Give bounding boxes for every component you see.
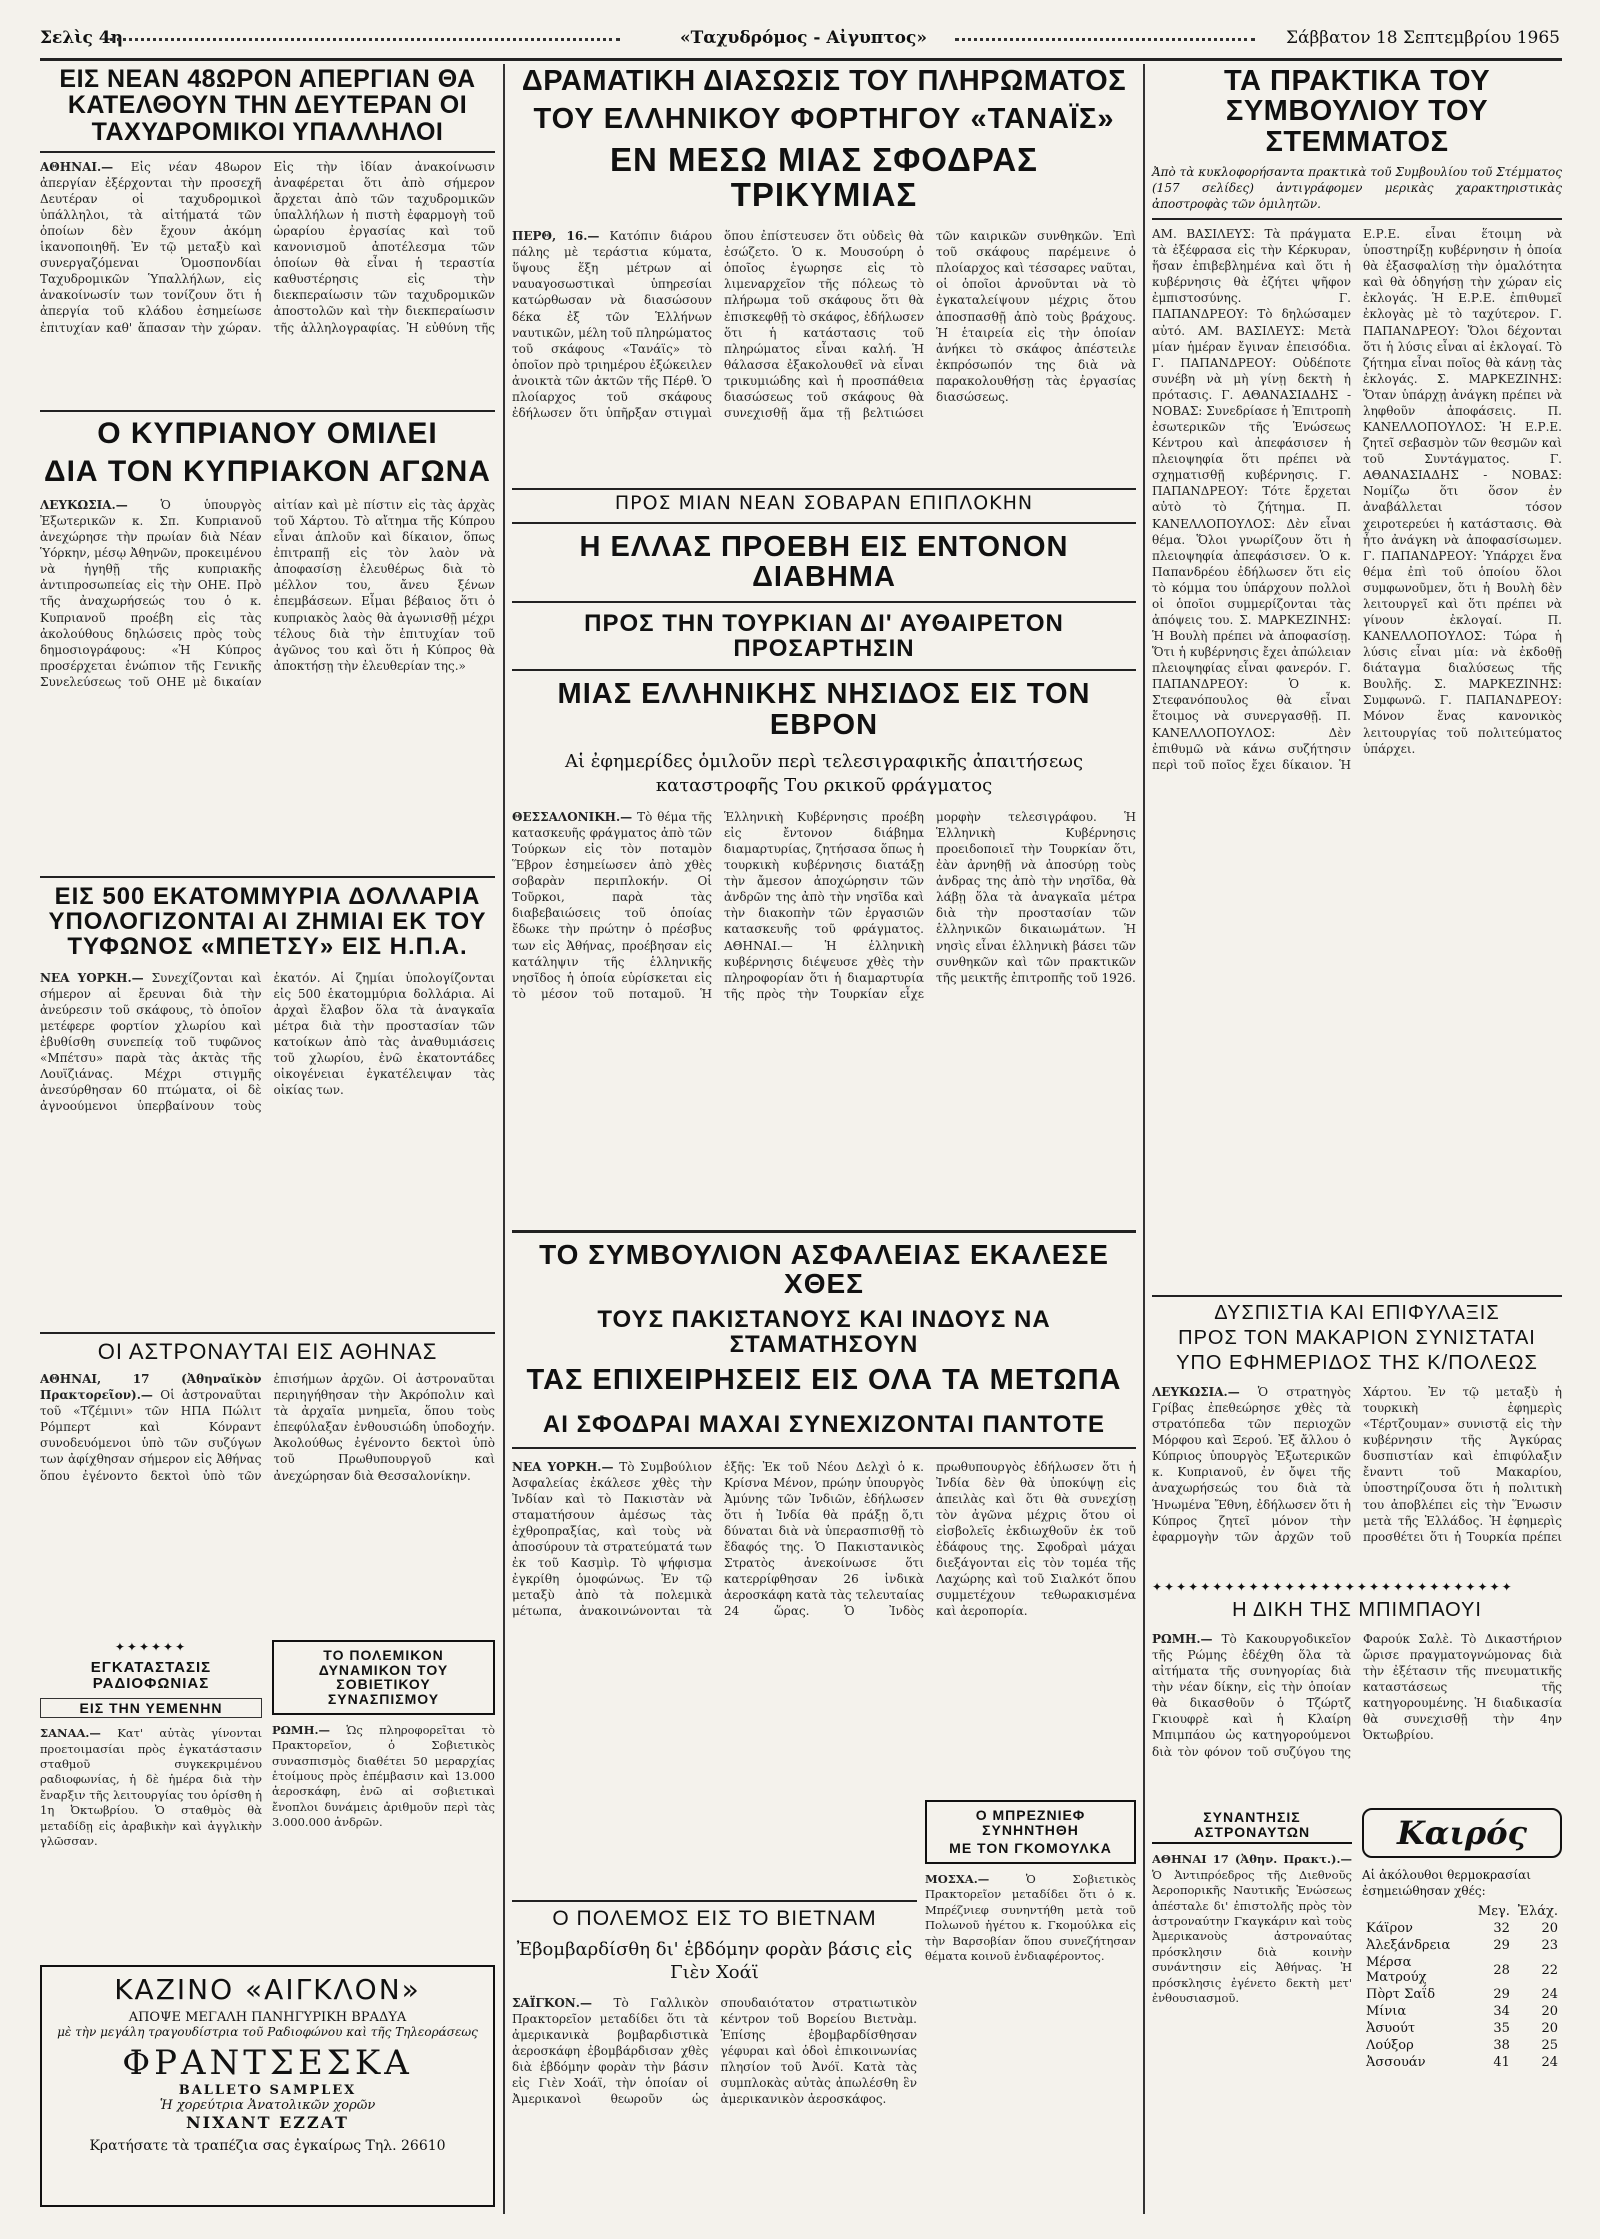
header-max: Μεγ. [1477, 1904, 1510, 1920]
article-text: Οἱ ἀστροναῦται τοῦ «Τζέμινι» τῶν ΗΠΑ Πώλιτ Ρόμπερτ καὶ Κόνραντ συνοδευόμενοι ὑπὸ τῶν συζύγων των ἀφίχθησαν σήμερον εἰς Ἀθήνας ὅπου ἐγένοντο δεκτοὶ ὑπὸ τῶν ἐπισήμων ἀρχῶν. Οἱ ἀστροναῦται περιηγήθησαν τὴν Ἀκρόπολιν καὶ τὰ ἀρχαῖα μνημεῖα, ὅπου τοὺς ἐπεφύλαξαν ἐνθουσιώδη ὑποδοχήν. Ἀκολούθως ἐγένοντο δεκτοὶ ὑπὸ τοῦ Πρωθυπουργοῦ καὶ ἀνεχώρησαν διὰ Θεσσαλονίκην. [40, 1372, 495, 1483]
headline: ΤΑ ΠΡΑΚΤΙΚΑ ΤΟΥ ΣΥΜΒΟΥΛΙΟΥ ΤΟΥ ΣΤΕΜΜΑΤΟΣ [1223, 65, 1491, 158]
dateline: ΑΘΗΝΑΙ 17 (Ἀθην. Πρακτ.).— [1152, 1852, 1352, 1867]
article-body [1152, 1384, 1562, 1559]
table-row [1362, 2003, 1562, 2020]
temp-min: 24 [1541, 1987, 1558, 2003]
city: Μίνια [1366, 2004, 1407, 2020]
article-text: Τὸ θέμα τῆς κατασκευῆς φράγματος ἀπὸ τῶν Τούρκων εἰς τὸν ποταμὸν Ἕβρον ἐσημείωσεν ἀπὸ χθὲς σοβαρὰν περιπλοκήν. Οἱ Τοῦρκοι, παρὰ τὰς διαβεβαιώσεις τοῦ ὁποίας ἔδωκε τὴν πρώτην ὁ πρέσβυς των εἰς Ἀθήνας, προέβησαν εἰς κατάληψιν τῆς ἑλληνικῆς νησῖδος ἡ ὁποία εὑρίσκεται εἰς τὸ μέσον τοῦ ποταμοῦ. Ἡ Ἑλληνικὴ Κυβέρνησις προέβη εἰς ἔντονον διάβημα διαμαρτυρίας, ζητήσασα ὅπως ἡ τουρκικὴ κυβέρνησις διατάξῃ τὴν ἄμεσον ἀποχώρησιν τῶν ἀνδρῶν της ἀπὸ τὴν νησῖδα καὶ τὴν διακοπὴν τῶν ἐργασιῶν κατασκευῆς τοῦ φράγματος. ΑΘΗΝΑΙ.— Ἡ ἑλληνικὴ κυβέρνησις διέψευσε χθὲς τὴν πληροφορίαν ὅτι ἡ διαμαρτυρία τῆς πρὸς τὴν Τουρκίαν εἶχε μορφὴν τελεσιγράφου. Ἡ Ἑλληνικὴ Κυβέρνησις προειδοποιεῖ τὴν Τουρκίαν ὅτι, ἐὰν ἀρνηθῇ νὰ ἀποσύρῃ τοὺς ἀνδρας της ἀπὸ τὴν νησῖδα, θὰ λάβῃ ὅλα τὰ ἀναγκαῖα μέτρα διὰ τὴν προστασίαν τῶν ἑλληνικῶν δικαιωμάτων. Ἡ νησὶς εἶναι ἑλληνικὴ βάσει τῶν συνθηκῶν καὶ τῶν πρακτικῶν τῆς μεικτῆς ἐπιτροπῆς τοῦ 1926. [512, 809, 1136, 1001]
casino-advertisement [40, 1965, 495, 2207]
weather-logo-text: Καιρός [1396, 1814, 1528, 1852]
article-body [512, 1995, 917, 2205]
header-city [1362, 1903, 1466, 1920]
headline-box [272, 1640, 495, 1715]
headline: ΟΙ ΑΣΤΡΟΝΑΥΤΑΙ ΕΙΣ ΑΘΗΝΑΣ [97, 1339, 438, 1364]
article-soviet-nuclear [272, 1640, 495, 1933]
weather-logo [1362, 1808, 1562, 1858]
headline: ΤΟ ΠΟΛΕΜΙΚΟΝ ΔΥΝΑΜΙΚΟΝ ΤΟΥ ΣΟΒΙΕΤΙΚΟΥ ΣΥΝΑΣΠΙΣΜΟΥ [318, 1647, 449, 1708]
article-text: Ὁ Σοβιετικὸς Πρακτορεῖον μεταδίδει ὅτι ὁ κ. Μπρέζνιεφ συνηντήθη μετὰ τοῦ Πολωνοῦ ἡγέτου κ. Γκομούλκα εἰς τὴν Βαρσοβίαν ὅπου συνεζήτησαν θέματα κοινοῦ ἐνδιαφέροντος. [925, 1872, 1136, 1964]
headline: Η ΕΛΛΑΣ ΠΡΟΕΒΗ ΕΙΣ ΕΝΤΟΝΟΝ ΔΙΑΒΗΜΑ [579, 531, 1069, 594]
headline: ΕΓΚΑΤΑΣΤΑΣΙΣ ΡΑΔΙΟΦΩΝΙΑΣ [90, 1659, 212, 1692]
dateline: ΡΩΜΗ.— [272, 1722, 330, 1737]
masthead-dots [110, 38, 620, 41]
headline: Ο ΜΠΡΕΖΝΙΕΦ ΣΥΝΗΝΤΗΘΗ [975, 1807, 1086, 1838]
ad-star: ΦΡΑΝΤΣΕΣΚΑ [122, 2043, 413, 2083]
headline: ΣΥΝΑΝΤΗΣΙΣ ΑΣΤΡΟΝΑΥΤΩΝ [1152, 1810, 1352, 1844]
headline: ΥΠΟ ΕΦΗΜΕΡΙΔΟΣ ΤΗΣ Κ/ΠΟΛΕΩΣ [1176, 1352, 1538, 1374]
headline: ΔΡΑΜΑΤΙΚΗ ΔΙΑΣΩΣΙΣ ΤΟΥ ΠΛΗΡΩΜΑΤΟΣ [521, 65, 1127, 97]
dateline: ΑΘΗΝΑΙ, 17 (Ἀθηναϊκὸν Πρακτορεῖον).— [40, 1372, 262, 1403]
article-yemen-radio [40, 1640, 262, 1901]
article-text: Τὸ Γαλλικὸν Πρακτορεῖον μεταδίδει ὅτι τὰ ἀμερικανικὰ βομβαρδιστικὰ ἀεροσκάφη ἐβομβάρδισαν χθὲς διὰ ἑβδόμην φορὰν τὴν βάσιν εἰς Γιὲν Χοάϊ, τὴν ὁποίαν οἱ Ἀμερικανοὶ θεωροῦν ὡς σπουδαιότατον στρατιωτικὸν κέντρον τοῦ Βορείου Βιετνὰμ. Ἐπίσης ἐβομβαρδίσθησαν γέφυραι καὶ ὁδοὶ ἐπικοινωνίας πλησίον τοῦ Ἀνόϊ. Κατὰ τὰς συμπλοκὰς αὐτὰς ἀπωλέσθη ἓν ἀμερικανικὸν ἀεροσκάφος. [512, 1995, 917, 2107]
page-number: Σελὶς 4η [40, 28, 123, 48]
temp-min: 20 [1541, 2004, 1558, 2020]
article-text: Τὸ Συμβούλιον Ἀσφαλείας ἐκάλεσε χθὲς τὴν Ἰνδίαν καὶ τὸ Πακιστὰν νὰ σταματήσουν ἀμέσως τὰς ἐχθροπραξίας, καὶ τοὺς νὰ ἀποσύρουν τὰ στρατεύματά των ἐκ τοῦ Κασμὶρ. Τὸ ψήφισμα ἐγκρίθη ὁμοφώνως. Ἐν τῷ μεταξὺ ἀπὸ τὰ πολεμικὰ μέτωπα, ἀνακοινώνονται τὰ ἑξῆς: Ἐκ τοῦ Νέου Δελχὶ ὁ κ. Κρίσνα Μένον, πρώην ὑπουργὸς Ἀμύνης τῶν Ἰνδιῶν, ἐδήλωσεν ὅτι ἡ Ἰνδία θὰ πράξῃ ὅ,τι δύναται διὰ νὰ ὑπερασπισθῇ τὸ ἔδαφός της. Ὁ Πακιστανικὸς Στρατὸς ἀνεκοίνωσε ὅτι κατερρίφθησαν 26 ἰνδικὰ ἀεροσκάφη κατὰ τὰς τελευταίας 24 ὥρας. Ὁ Ἰνδὸς πρωθυπουργὸς ἐδήλωσεν ὅτι ἡ Ἰνδία δὲν θὰ ὑποκύψῃ εἰς ἀπειλὰς καὶ ὅτι θὰ συνεχίσῃ τὸν ἀγῶνα μέχρις ὅτου οἱ εἰσβολεῖς ἐκδιωχθοῦν ἐκ τοῦ ἐδάφους της. Σφοδραὶ μάχαι διεξάγονται εἰς τὸν τομέα τῆς Λαχώρης καὶ τοῦ Σιαλκότ ὅπου συμμετέχουν τεθωρακισμένα καὶ ἀεροπορία. [512, 1459, 1136, 1619]
divider [1152, 218, 1562, 220]
subheadline: ΜΕ ΤΟΝ ΓΚΟΜΟΥΛΚΑ [949, 1840, 1112, 1857]
article-body [40, 970, 495, 1360]
temp-max: 32 [1493, 1921, 1510, 1937]
ad-line: ΑΠΟΨΕ ΜΕΓΑΛΗ ΠΑΝΗΓΥΡΙΚΗ ΒΡΑΔΥΑ [128, 2010, 407, 2025]
divider [1152, 1295, 1562, 1297]
masthead-dots [955, 38, 1255, 41]
temp-max: 41 [1493, 2055, 1510, 2071]
article-makarios-mistrust [1152, 1303, 1562, 1559]
dateline: ΝΕΑ ΥΟΡΚΗ.— [512, 1459, 614, 1474]
header-min: Ἐλάχ. [1517, 1904, 1558, 1920]
temp-max: 29 [1493, 1987, 1510, 2003]
table-row [1362, 2037, 1562, 2054]
temp-min: 24 [1541, 2055, 1558, 2071]
headline: ΤΟ ΣΥΜΒΟΥΛΙΟΝ ΑΣΦΑΛΕΙΑΣ ΕΚΑΛΕΣΕ ΧΘΕΣ [539, 1239, 1109, 1300]
city: Κάϊρον [1366, 1921, 1413, 1937]
article-crown-council [1152, 66, 1562, 1256]
headline: ΕΝ ΜΕΣΩ ΜΙΑΣ ΣΦΟΔΡΑΣ ΤΡΙΚΥΜΙΑΣ [610, 140, 1038, 213]
article-text: Ὁ Ἀντιπρόεδρος τῆς Διεθνοῦς Ἀεροπορικῆς Ναυτικῆς Ἑνώσεως ἀπέσταλε δι' ἐπιστολῆς πρὸς τὸν ἀστροναύτην Γκαγκάριν καὶ τοὺς Ἀμερικανοὺς ἀστροναύτας πρόσκλησιν διὰ κοινὴν συνάντησιν εἰς Ἀθήνας. Ἡ πρόσκλησις ἐγένετο δεκτὴ μετ' ἐνθουσιασμοῦ. [1152, 1867, 1352, 2006]
divider [40, 1332, 495, 1334]
divider [512, 488, 1136, 490]
article-body [40, 1726, 262, 1901]
article-body [1152, 1631, 1562, 1801]
temp-max: 28 [1493, 1962, 1510, 1978]
temp-max: 34 [1493, 2004, 1510, 2020]
table-row [1362, 1954, 1562, 1986]
dateline: ΝΕΑ ΥΟΡΚΗ.— [40, 970, 144, 985]
temp-max: 29 [1493, 1938, 1510, 1954]
article-astronauts-athens [40, 1340, 495, 1626]
ad-dancer-name: ΝΙΧΑΝΤ ΕΖΖΑΤ [186, 2113, 349, 2132]
divider [512, 1447, 1136, 1449]
table-row [1362, 1920, 1562, 1937]
ornament: ✦✦✦✦✦✦✦✦✦✦✦✦✦✦✦✦✦✦✦✦✦✦✦✦✦✦✦✦✦✦ [1152, 1580, 1514, 1594]
city: Μέρσα Ματρούχ [1366, 1955, 1427, 1986]
article-kyprianou [40, 418, 495, 852]
table-row [1362, 1986, 1562, 2003]
headline: Ο ΠΟΛΕΜΟΣ ΕΙΣ ΤΟ ΒΙΕΤΝΑΜ [552, 1907, 877, 1930]
temp-min: 20 [1541, 2021, 1558, 2037]
dateline: ΛΕΥΚΩΣΙΑ.— [1152, 1385, 1240, 1399]
table-header-row [1362, 1903, 1562, 1920]
divider [512, 669, 1136, 671]
column-divider [503, 64, 505, 2214]
ad-line: μὲ τὴν μεγάλη τραγουδίστρια τοῦ Ραδιοφώνου καὶ τῆς Τηλεοράσεως [57, 2025, 478, 2039]
article-text: Κατ' αὐτὰς γίνονται προετοιμασίαι πρὸς ἐγκατάστασιν σταθμοῦ συγκεκριμένου ραδιοφωνίας, ἡ δὲ ἡμέρα διὰ τὴν ἔναρξιν τῆς λειτουργίας του ὁρίσθη ἡ 1η Ὀκτωβρίου. Ὁ σταθμὸς θὰ μεταδίδῃ εἰς ἀραβικὴν καὶ ἀγγλικὴν γλῶσσαν. [40, 1726, 262, 1849]
city: Ἀσσουάν [1366, 2055, 1426, 2071]
weather-intro: Αἱ ἀκόλουθοι θερμοκρασίαι ἐσημειώθησαν χθές: [1362, 1868, 1531, 1898]
article-text: Ὁ ὑπουργὸς Ἐξωτερικῶν κ. Σπ. Κυπριανοῦ ἀνεχώρησε τὴν πρωίαν διὰ Νέαν Ὑόρκην, μέσῳ Ἀθηνῶν, προκειμένου νὰ ἡγηθῇ τῆς κυπριακῆς ἀντιπροσωπείας εἰς τὴν ΟΗΕ. Πρὸ τῆς ἀναχωρήσεώς του ὁ κ. Κυπριανοῦ προέβη εἰς τὰς ἀκολούθους δηλώσεις πρὸς τοὺς δημοσιογράφους: «Ἡ Κύπρος προσέρχεται ἑνώπιον τῆς Γενικῆς Συνελεύσεως τοῦ ΟΗΕ μὲ δικαίαν αἰτίαν καὶ μὲ πίστιν εἰς τὰς ἀρχὰς τοῦ Χάρτου. Τὸ αἴτημα τῆς Κύπρου εἶναι ἁπλοῦν καὶ δίκαιον, ὅπως ἐπιτραπῇ εἰς τὸν λαὸν νὰ ἀποφασίσῃ ἐλευθέρως διὰ τὸ μέλλον του, ἄνευ ξένων ἐπεμβάσεων. Εἶμαι βέβαιος ὅτι ὁ κυπριακὸς λαὸς θὰ ἀγωνισθῇ μέχρι τέλους διὰ τὴν ἐπιτυχίαν τοῦ ἀγῶνος του καὶ ὅτι ἡ Κύπρος θὰ ἀποκτήσῃ τὴν ἐλευθερίαν της.» [40, 498, 495, 689]
masthead-rule [40, 58, 1562, 61]
divider [40, 410, 495, 412]
article-astronaut-meeting [1152, 1810, 1352, 2192]
headline: ΤΑΣ ΕΠΙΧΕΙΡΗΣΕΙΣ ΕΙΣ ΟΛΑ ΤΑ ΜΕΤΩΠΑ [526, 1364, 1122, 1397]
temp-min: 25 [1541, 2038, 1558, 2054]
article-security-council [512, 1240, 1136, 1849]
city: Ἀσυούτ [1366, 2021, 1416, 2037]
article-text: Εἰς νέαν 48ωρον ἀπεργίαν ἐξέρχονται τὴν προσεχῆ Δευτέραν οἱ ταχυδρομικοὶ ὑπάλληλοι, τὰ αἰτήματά τῶν ὁποίων δὲν ἔχουν ἀκόμη ἱκανοποιηθῆ. Ἐν τῷ μεταξὺ καὶ συνεργαζόμεναι Ὁμοσπονδίαι Ταχυδρομικῶν Ὑπαλλήλων, εἰς ἀνακοίνωσίν των τονίζουν ὅτι ἡ ἀπεργία τοῦ κλάδου ἐσημείωσε ἐπιτυχίαν καθ' ἅπασαν τὴν χώραν. Εἰς τὴν ἰδίαν ἀνακοίνωσιν ἀναφέρεται ὅτι ἀπὸ σήμερον ἄρχεται ἀπὸ τῶν ταχυδρομικῶν ὑπαλλήλων ἡ πιστὴ ἐφαρμογὴ τοῦ ὡραρίου ἐργασίας καὶ τοῦ κανονισμοῦ ἀποτέλεσμα τῶν ὁποίων θὰ εἶναι ἡ τεραστία καθυστέρησις εἰς τὴν διεκπεραίωσιν τῶν ταχυδρομικῶν ἀποστολῶν καὶ τὴν διεκπεραίωσιν τῆς ἀλληλογραφίας. Ἡ εὐθύνη τῆς [40, 159, 495, 335]
dateline: ΜΟΣΧΑ.— [925, 1872, 990, 1887]
paper-name: «Ταχυδρόμος - Αἰγυπτος» [680, 28, 927, 48]
dateline: ΑΘΗΝΑΙ.— [40, 159, 114, 174]
dateline: ΣΑΝΑΑ.— [40, 1726, 101, 1741]
ad-title: ΚΑΖΙΝΟ «ΑΙΓΚΛΟΝ» [114, 1973, 421, 2006]
dateline: ΠΕΡΘ, 16.— [512, 229, 600, 244]
article-text: Κατόπιν διάρου πάλης μὲ τεράστια κύματα, ὕψους ἕξη μέτρων αἱ ναυαγοσωστικαὶ ὑπηρεσίαι κατώρθωσαν νὰ διασώσουν δέκα ἐξ τῶν Ἑλλήνων ναυτικῶν, μέλη τοῦ πληρώματος τοῦ σκάφους «Τανάϊς» τὸ ὁποῖον πρὸ τριημέρου ἐξώκειλεν ἀνοικτὰ τῶν ἀκτῶν τῆς Πέρθ. Ὁ πλοίαρχος τοῦ σκάφους ἐδήλωσεν ὅτι ὑπῆρξαν στιγμαὶ ὅπου ἐπίστευσεν ὅτι οὐδεὶς θὰ ἐσώζετο. Ὁ κ. Μουσούρη ὁ ὁποῖος ἐγωρησε εἰς τὸ λιμεναρχεῖον τῆς πόλεως τὸ πλήρωμα τοῦ σκάφους ὅτι θὰ ἐπισκεφθῇ τὸ σκάφος, ἐδήλωσεν ὅτι ἡ κατάστασις τοῦ πληρώματος εἶναι καλή. Ἡ θάλασσα ἐξακολουθεῖ νὰ εἶναι τρικυμιώδης καὶ ἡ προσπάθεια διασώσεως τοῦ σκάφους θὰ συνεχισθῇ ἅμα τῇ βελτιώσει τῶν καιρικῶν συνθηκῶν. Ἐπὶ τοῦ σκάφους παρέμεινε ὁ πλοίαρχος καὶ τέσσαρες ναῦται, οἱ ὁποῖοι ἀρνοῦνται νὰ τὸ ἐγκαταλείψουν μέχρις ὅτου ἀποσπασθῇ ἀπὸ τοὺς βράχους. Ἡ ἑταιρεία εἰς τὴν ὁποίαν ἀνήκει τὸ σκάφος ἀπέστειλε ἐκπρόσωπόν της διὰ νὰ παρακολουθήσῃ τὰς ἐργασίας διασώσεως. [512, 229, 1136, 421]
city: Λούξορ [1366, 2038, 1414, 2054]
divider [512, 522, 1136, 524]
article-body [1152, 1852, 1352, 2192]
table-row [1362, 1937, 1562, 1954]
dateline: ΣΑΪΓΚΟΝ.— [512, 1995, 592, 2010]
divider [512, 1900, 917, 1902]
dateline: ΘΕΣΣΑΛΟΝΙΚΗ.— [512, 809, 633, 824]
subheadline: ΔΙΑ ΤΟΝ ΚΥΠΡΙΑΚΟΝ ΑΓΩΝΑ [44, 454, 491, 488]
masthead [40, 28, 1560, 54]
divider [512, 1230, 1136, 1233]
article-text: Τὸ Κακουργοδικεῖον τῆς Ρώμης ἐδέχθη ὅλα τὰ αἰτήματα τῆς συνηγορίας διὰ τὴν νέαν δίκην, εἰς τὴν ὁποίαν θὰ δικασθοῦν ὁ Τζώρτζ Γκιουφρὲ καὶ ἡ Κλαίρη Μπιμπάου ὡς κατηγορούμενοι διὰ τὸν φόνον τοῦ συζύγου της Φαρούκ Σαλὲ. Τὸ Δικαστήριον ὥρισε πραγματογνώμονας διὰ τὴν ἐξέτασιν τῆς πνευματικῆς καταστάσεως τῆς κατηγορουμένης. Ἡ διαδικασία θὰ συνεχισθῇ τὴν 4ην Ὀκτωβρίου. [1152, 1632, 1562, 1759]
issue-date: Σάββατον 18 Σεπτεμβρίου 1965 [1285, 28, 1560, 48]
subheadline: ΕΙΣ ΤΗΝ ΥΕΜΕΝΗΝ [40, 1698, 262, 1719]
article-body [40, 497, 495, 852]
banner: ΠΡΟΣ ΜΙΑΝ ΝΕΑΝ ΣΟΒΑΡΑΝ ΕΠΙΠΛΟΚΗΝ [614, 492, 1034, 514]
article-body [512, 809, 1136, 1164]
article-text: Συνεχίζονται καὶ σήμερον αἱ ἔρευναι διὰ τὴν ἀνεύρεσιν τοῦ σκάφους, τὸ ὁποῖον μετέφερε φορτίον χλωρίου καὶ ἐβυθίσθη συνεπείᾳ τοῦ τυφῶνος «Μπέτσυ» παρὰ τὰς ἀκτὰς τῆς Λουϊζιάνας. Μέχρι στιγμῆς ἀνεσύρθησαν 60 πτώματα, οἱ δὲ ἀγνοούμενοι ὑπερβαίνουν τοὺς ἑκατόν. Αἱ ζημίαι ὑπολογίζονται εἰς 500 ἑκατομμύρια δολλάρια. Αἱ ἀρχαὶ ἔλαβον ὅλα τὰ ἀναγκαῖα μέτρα διὰ τὴν προστασίαν τῶν κατοίκων ἀπὸ τὰς ἀναθυμιάσεις τοῦ χλωρίου, ἐνῶ ἐκατοντάδες οἰκογένειαι ἐγκατέλειψαν τὰς οἰκίας των. [40, 970, 495, 1114]
dateline: ΡΩΜΗ.— [1152, 1632, 1213, 1646]
article-body [925, 1872, 1136, 2162]
article-vietnam [512, 1908, 917, 2205]
headline: ΑΙ ΣΦΟΔΡΑΙ ΜΑΧΑΙ ΣΥΝΕΧΙΖΟΝΤΑΙ ΠΑΝΤΟΤΕ [542, 1410, 1106, 1438]
article-tanais [512, 66, 1136, 498]
article-brezhnev [925, 1800, 1136, 2162]
headline: ΜΙΑΣ ΕΛΛΗΝΙΚΗΣ ΝΗΣΙΔΟΣ ΕΙΣ ΤΟΝ ΕΒΡΟΝ [557, 678, 1091, 741]
divider [40, 876, 495, 878]
temperature-table [1362, 1903, 1562, 2071]
dateline: ΛΕΥΚΩΣΙΑ.— [40, 498, 128, 512]
article-body [272, 1723, 495, 1933]
headline: ΔΥΣΠΙΣΤΙΑ ΚΑΙ ΕΠΙΦΥΛΑΞΙΣ [1214, 1302, 1500, 1324]
column-divider [1143, 64, 1145, 2214]
article-bimbaou-trial [1152, 1580, 1562, 1801]
headline: Η ΔΙΚΗ ΤΗΣ ΜΠΙΜΠΑΟΥΙ [1232, 1599, 1482, 1621]
article-evros [512, 492, 1136, 1164]
table-row [1362, 2020, 1562, 2037]
article-betsy [40, 884, 495, 1360]
ornament: ✦✦✦✦✦✦ [114, 1640, 188, 1654]
article-body [1152, 226, 1562, 1256]
divider [512, 601, 1136, 603]
headline: ΠΡΟΣ ΤΗΝ ΤΟΥΡΚΙΑΝ ΔΙ' ΑΥΘΑΙΡΕΤΟΝ ΠΡΟΣΑΡΤΗΣΙΝ [584, 609, 1064, 663]
headline: Ο ΚΥΠΡΙΑΝΟΥ ΟΜΙΛΕΙ [97, 417, 438, 450]
article-text: Ὁ στρατηγὸς Γρίβας ἐπεθεώρησε χθὲς τὰ στρατόπεδα τῶν περιοχῶν Μόρφου καὶ Ξερού. Ἐξ ἄλλου ὁ Κύπριος ὑπουργὸς Ἐξωτερικῶν κ. Κυπριανοῦ, ἐν ὄψει τῆς ἀναχωρήσεώς του διὰ τὰ Ἡνωμένα Ἔθνη, ἐδήλωσεν ὅτι ἡ Κύπρος ζητεῖ μόνον τὴν ἐφαρμογὴν τῶν ἀρχῶν τοῦ Χάρτου. Ἐν τῷ μεταξὺ ἡ τουρκικὴ ἐφημερὶς «Τέρτζουμαν» συνιστᾷ εἰς τὴν κυβέρνησιν τῆς Ἀγκύρας δυσπιστίαν καὶ ἐπιφύλαξιν ἔναντι τοῦ Μακαρίου, ὑποστηρίζουσα ὅτι ἡ πολιτικὴ του ἀποβλέπει εἰς τὴν Ἕνωσιν μετὰ τῆς Ἑλλάδος. Ἡ ἐφημερὶς προσθέτει ὅτι ἡ Τουρκία πρέπει [1152, 1385, 1562, 1544]
article-body [512, 1459, 1136, 1849]
ad-phone: Κρατήσατε τὰ τραπέζια σας ἐγκαίρως Τηλ. 26610 [89, 2138, 446, 2154]
headline: ΠΡΟΣ ΤΟΝ ΜΑΚΑΡΙΟΝ ΣΥΝΙΣΤΑΤΑΙ [1178, 1327, 1536, 1349]
city: Ἀλεξάνδρεια [1366, 1938, 1451, 1954]
headline-box [925, 1800, 1136, 1864]
article-body [40, 1371, 495, 1626]
ad-ballet: BALLETO SAMPLEX [178, 2083, 357, 2098]
article-body [40, 159, 495, 349]
city: Πὸρτ Σαΐδ [1366, 1987, 1436, 2003]
subheadline: Ἐβομβαρδίσθη δι' ἑβδόμην φορὰν βάσις εἰς Γιὲν Χοάϊ [516, 1939, 913, 1984]
table-row [1362, 2054, 1562, 2071]
ad-dancer: Ἡ χορεύτρια Ἀνατολικῶν χορῶν [159, 2098, 376, 2113]
article-postal-strike [40, 66, 495, 349]
article-text: Ὡς πληροφορεῖται τὸ Πρακτορεῖον, ὁ Σοβιετικὸς συνασπισμὸς διαθέτει 50 μεραρχίας ἑτοίμους πρὸς ἐπέμβασιν καὶ 13.000 ἀεροσκάφη, ἐνῶ αἱ σοβιετικαὶ ἔνοπλοι δυνάμεις ἀριθμοῦν περὶ τὰς 3.000.000 ἀνδρῶν. [272, 1722, 495, 1830]
headline: ΕΙΣ 500 ΕΚΑΤΟΜΜΥΡΙΑ ΔΟΛΛΑΡΙΑ ΥΠΟΛΟΓΙΖΟΝΤΑΙ ΑΙ ΖΗΜΙΑΙ ΕΚ ΤΟΥ ΤΥΦΩΝΟΣ «ΜΠΕΤΣΥ» ΕΙΣ Η.Π.Α. [48, 883, 487, 961]
divider [40, 151, 495, 153]
temp-max: 35 [1493, 2021, 1510, 2037]
subheadline: Αἱ ἐφημερίδες ὁμιλοῦν περὶ τελεσιγραφικῆς ἀπαιτήσεως καταστροφῆς Του ρκικοῦ φράγματος [564, 751, 1084, 796]
temp-min: 20 [1541, 1921, 1558, 1937]
article-body [512, 228, 1136, 498]
headline: ΤΟΥ ΕΛΛΗΝΙΚΟΥ ΦΟΡΤΗΓΟΥ «ΤΑΝΑΪΣ» [533, 103, 1115, 136]
temp-min: 23 [1541, 1938, 1558, 1954]
headline: ΤΟΥΣ ΠΑΚΙΣΤΑΝΟΥΣ ΚΑΙ ΙΝΔΟΥΣ ΝΑ ΣΤΑΜΑΤΗΣΟΥΝ [597, 1305, 1051, 1358]
temp-max: 38 [1493, 2038, 1510, 2054]
headline: ΕΙΣ ΝΕΑΝ 48ΩΡΟΝ ΑΠΕΡΓΙΑΝ ΘΑ ΚΑΤΕΛΘΟΥΝ ΤΗΝ ΔΕΥΤΕΡΑΝ ΟΙ ΤΑΧΥΔΡΟΜΙΚΟΙ ΥΠΑΛΛΗΛΟΙ [59, 65, 476, 146]
weather-box [1362, 1808, 1562, 2071]
temp-min: 22 [1541, 1962, 1558, 1978]
article-text: ΑΜ. ΒΑΣΙΛΕΥΣ: Τὰ πράγματα τὰ ἐξέφρασα εἰς τὴν Κέρκυραν, ἥσαν ἐπιβεβλημένα καὶ ὅτι ἡ κυβέρνησις θὰ ἐζήτει ψῆφον ἐμπιστοσύνης. Γ. ΠΑΠΑΝΔΡΕΟΥ: Τὸ δηλώσαμεν αὐτό. ΑΜ. ΒΑΣΙΛΕΥΣ: Μετὰ μίαν ἡμέραν ἔγιναν ἐπεισόδια. Γ. ΠΑΠΑΝΔΡΕΟΥ: Οὐδέποτε συνέβη νὰ μὴ γίνῃ δεκτὴ ἡ πρότασις. Γ. ΑΘΑΝΑΣΙΑΔΗΣ - ΝΟΒΑΣ: Συνεδρίασε ἡ Ἐπιτροπὴ ἐσωτερικῶν τῆς Ἑνώσεως Κέντρου καὶ ἀπεφάσισεν ἡ πλειοψηφία ὅτι πρέπει νὰ σχηματισθῇ κυβέρνησις. Γ. ΠΑΠΑΝΔΡΕΟΥ: Τότε ἔρχεται αὐτὸ τὸ ζήτημα. Π. ΚΑΝΕΛΛΟΠΟΥΛΟΣ: Δὲν εἶναι θέμα. Ὅλοι γνωρίζουν ὅτι ἡ πλειοψηφία ἀπεφάσισεν. Ὁ κ. Παπανδρέου ἐδήλωσεν ὅτι εἰς τὸ κόμμα του ὑπάρχουν πολλοὶ οἱ ὁποῖοι συμμερίζονται τὰς ἀπόψεις του. Σ. ΜΑΡΚΕΖΙΝΗΣ: Ἡ Βουλὴ πρέπει νὰ ἀποφασίσῃ. Ὅτι ἡ κυβέρνησις ἔχει ἀπώλειαν πλειοψηφίας εἶναι φανερόν. Γ. ΠΑΠΑΝΔΡΕΟΥ: Ὁ κ. Στεφανόπουλος θὰ εἶναι ἕτοιμος νὰ συνεργασθῇ. Π. ΚΑΝΕΛΛΟΠΟΥΛΟΣ: Δὲν ἐπιθυμῶ νὰ κάνω συζήτησιν περὶ τοῦ ποῖος ἔχει δίκαιον. Ἡ Ε.Ρ.Ε. εἶναι ἕτοιμη νὰ ὑποστηρίξῃ κυβέρνησιν ἡ ὁποία θὰ ἐξασφαλίσῃ τὴν ὁμαλότητα καὶ θὰ ὁδηγήσῃ τὴν χώραν εἰς ἐκλογάς. Ἡ Ε.Ρ.Ε. ἐπιθυμεῖ ἐκλογὰς μὲ τὸ ταχύτερον. Γ. ΠΑΠΑΝΔΡΕΟΥ: Ὅλοι δέχονται ὅτι ἡ λύσις εἶναι αἱ ἐκλογαί. Τὸ ζήτημα εἶναι ποῖος θὰ κάνῃ τὰς ἐκλογάς. Σ. ΜΑΡΚΕΖΙΝΗΣ: Ὅταν ὑπάρχῃ ἀνάγκη πρέπει νὰ ληφθοῦν ἀποφάσεις. Π. ΚΑΝΕΛΛΟΠΟΥΛΟΣ: Ἡ Ε.Ρ.Ε. ζητεῖ σεβασμὸν τῶν θεσμῶν καὶ τοῦ Συντάγματος. Γ. ΑΘΑΝΑΣΙΑΔΗΣ - ΝΟΒΑΣ: Νομίζω ὅτι ὅσον ἐν ἀναβάλλεται τόσον χειροτερεύει ἡ κατάστασις. Θὰ ἦτο ἀνάγκη νὰ ἀποφασίσωμεν. Γ. ΠΑΠΑΝΔΡΕΟΥ: Ὑπάρχει ἕνα θέμα ἐπὶ τοῦ ὁποίου ὅλοι συμφωνοῦμεν, ὅτι ἡ Βουλὴ δὲν λειτουργεῖ καὶ ὅτι πρέπει νὰ γίνουν ἐκλογαί. Π. ΚΑΝΕΛΛΟΠΟΥΛΟΣ: Τώρα ἡ λύσις εἶναι μία: νὰ ἐκδοθῇ διάταγμα διαλύσεως τῆς Βουλῆς. Σ. ΜΑΡΚΕΖΙΝΗΣ: Συμφωνῶ. Γ. ΠΑΠΑΝΔΡΕΟΥ: Μόνον ἕνας κανονικὸς λειτουργίας τοῦ πολιτεύματος ὑπάρχει. [1152, 227, 1562, 772]
article-intro: Ἀπὸ τὰ κυκλοφορήσαντα πρακτικὰ τοῦ Συμβουλίου τοῦ Στέμματος (157 σελίδες) ἀντιγράφομεν μερικὰς χαρακτηριστικὰς ἀποστροφὰς τῶν ὁμιλητῶν. [1152, 165, 1562, 211]
